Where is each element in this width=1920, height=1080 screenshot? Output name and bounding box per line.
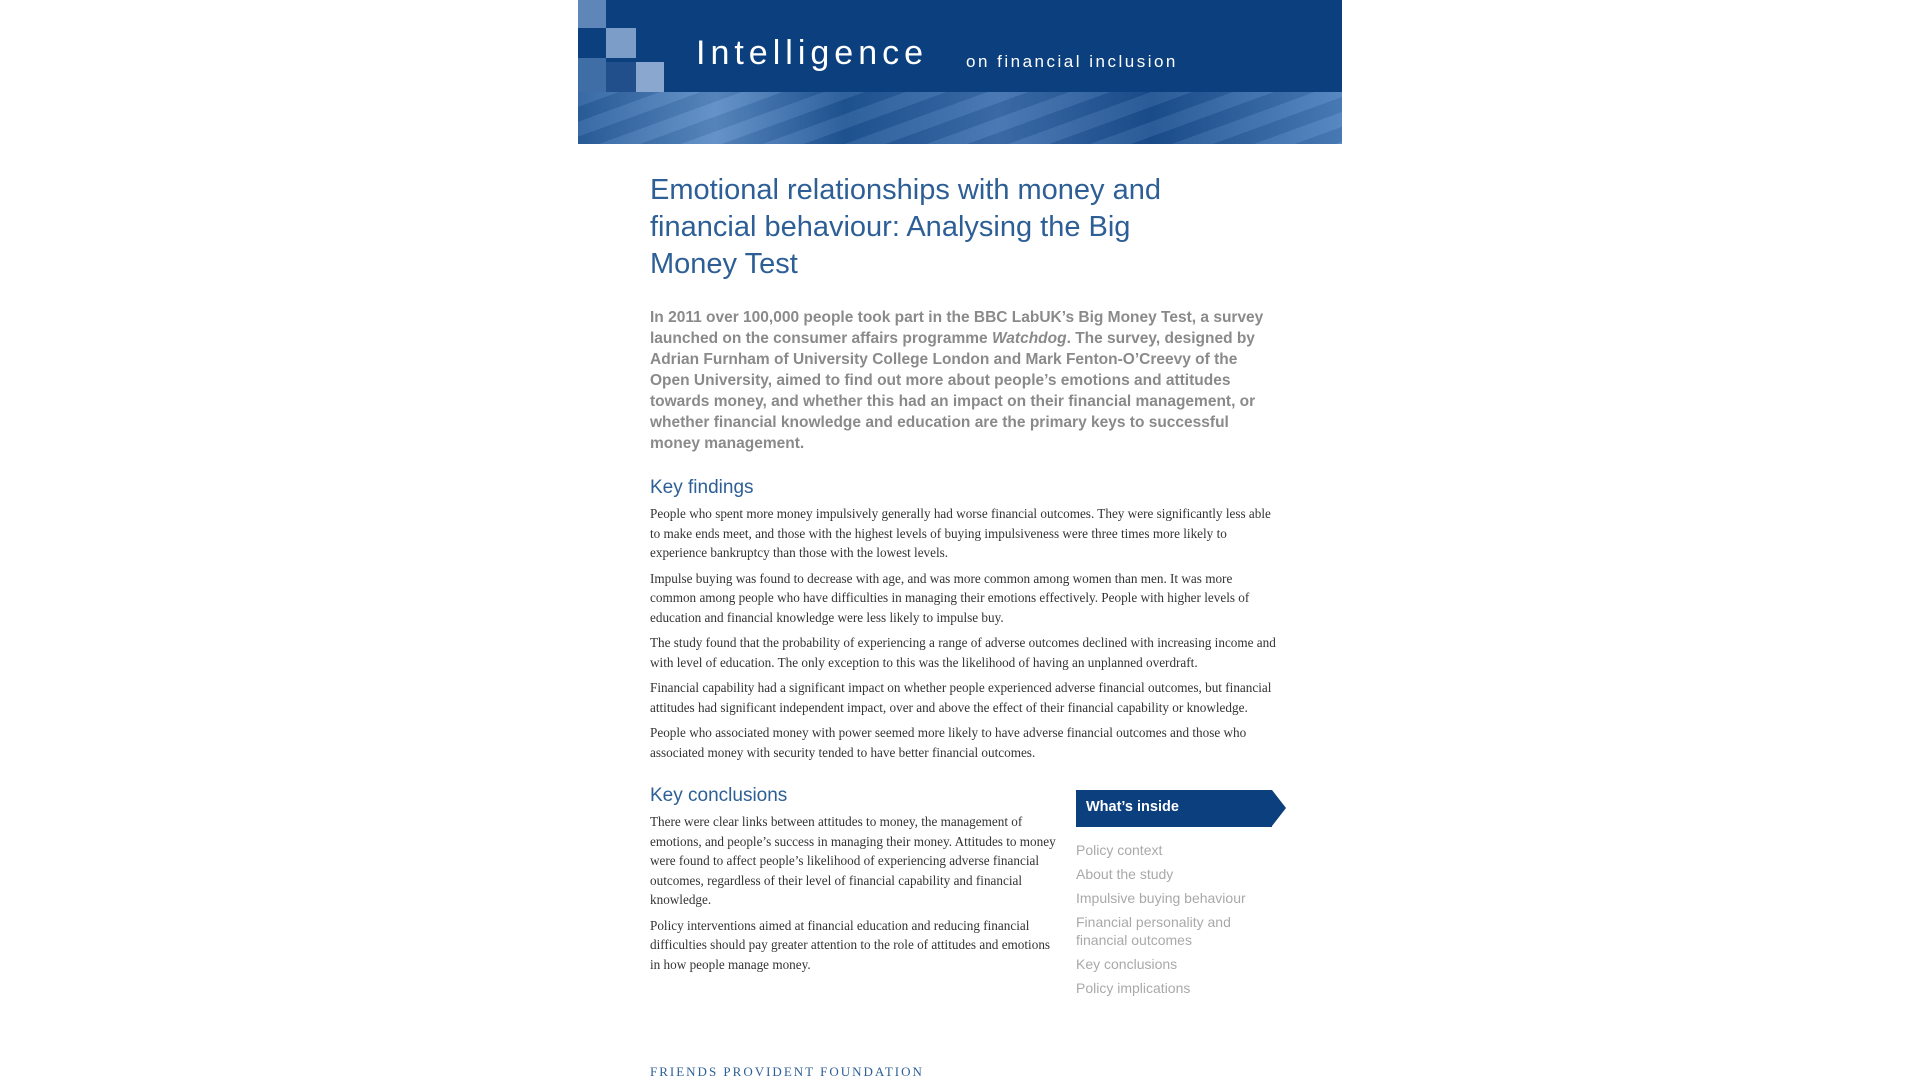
finding-paragraph: People who associated money with power seemed more likely to have adverse financial outcomes and those who associated money with security tended to have better financial outcomes. bbox=[650, 725, 1247, 760]
whats-inside-list bbox=[1076, 841, 1286, 997]
conclusion-paragraph: Policy interventions aimed at financial education and reducing financial difficulties should pay greater attention to the role of attitudes and emotions in how people manage money. bbox=[650, 917, 1051, 972]
banner-decor-square bbox=[636, 62, 664, 92]
document-page bbox=[578, 0, 1342, 1080]
intro-paragraph bbox=[650, 307, 1276, 454]
intro-text-part2: . The survey, designed by Adrian Furnham of University College London and Mark Fenton-O’Creevy of the Open University, aimed to find out more about people’s emotions and attitudes towards money, and whether this had an impact on their financial management, or whether financial knowledge and education are the primary keys to successful money management. bbox=[650, 330, 1256, 452]
document-title: Emotional relationships with money and financial behaviour: Analysing the Big Money Test bbox=[650, 174, 1161, 280]
conclusion-paragraph: There were clear links between attitudes to money, the management of emotions, and people’s success in managing their money. Attitudes to money were found to affect people’s likelihood of experiencing adverse financial outcomes, regardless of their level of financial capability and financial knowledge. bbox=[650, 814, 1056, 907]
banner-decor-square bbox=[606, 62, 636, 92]
banner-decor-square bbox=[578, 58, 606, 92]
whats-inside-item: Impulsive buying behaviour bbox=[1076, 890, 1246, 906]
intro-programme-name: Watchdog bbox=[991, 330, 1067, 347]
intro-text-part1: In 2011 over 100,000 people took part in the BBC LabUK’s Big Money Test, a survey launched on the consumer affairs programme bbox=[650, 309, 1264, 347]
whats-inside-title: What’s inside bbox=[1086, 799, 1179, 815]
banner-decor-square bbox=[578, 0, 606, 28]
key-findings-heading: Key findings bbox=[650, 477, 754, 498]
banner-title: Intelligence bbox=[696, 34, 929, 72]
banner-subtitle: on financial inclusion bbox=[966, 52, 1178, 71]
banner-image-strip bbox=[578, 92, 1342, 144]
whats-inside-item: Key conclusions bbox=[1076, 956, 1178, 972]
whats-inside-item: About the study bbox=[1076, 866, 1174, 882]
document-body bbox=[650, 172, 1276, 996]
key-conclusions-heading: Key conclusions bbox=[650, 785, 788, 806]
whats-inside-item: Policy implications bbox=[1076, 980, 1191, 996]
whats-inside-header bbox=[1076, 790, 1272, 827]
whats-inside-item: Financial personality and financial outcomes bbox=[1076, 914, 1231, 948]
finding-paragraph: The study found that the probability of experiencing a range of adverse outcomes declined with increasing income and with level of education. The only exception to this was the likelihood of having an unplanned overdraft. bbox=[650, 635, 1276, 670]
whats-inside-item: Policy context bbox=[1076, 842, 1163, 858]
finding-paragraph: People who spent more money impulsively generally had worse financial outcomes. They were significantly less able to make ends meet, and those with the highest levels of buying impulsiveness were three times more likely to experience bankruptcy than those with the lowest levels. bbox=[650, 506, 1271, 560]
finding-paragraph: Impulse buying was found to decrease with age, and was more common among women than men. It was more common among people who have difficulties in managing their emotions effectively. People with higher levels of education and financial knowledge were less likely to impulse buy. bbox=[650, 570, 1250, 625]
header-banner bbox=[578, 0, 1342, 144]
conclusions-section bbox=[650, 784, 1276, 996]
conclusions-column bbox=[650, 784, 1060, 974]
banner-decor-square bbox=[606, 28, 636, 58]
foundation-logo: FRIENDS PROVIDENT FOUNDATION bbox=[650, 1064, 924, 1079]
finding-paragraph: Financial capability had a significant impact on whether people experienced adverse financial outcomes, but financial attitudes had significant independent impact, over and above the effect of their financial capability or knowledge. bbox=[650, 680, 1272, 715]
whats-inside-panel bbox=[1076, 784, 1286, 1003]
